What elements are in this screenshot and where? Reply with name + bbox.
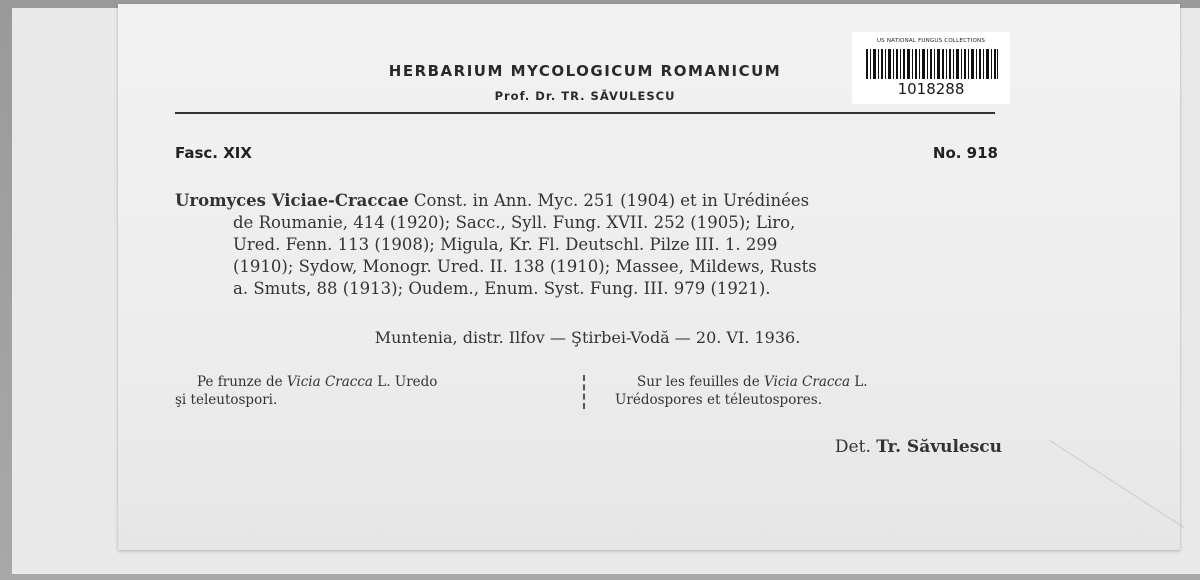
citation-line-2: de Roumanie, 414 (1920); Sacc., Syll. Fung. XVII. 252 (1905); Liro, — [233, 213, 796, 232]
barcode-number: 1018288 — [897, 80, 965, 98]
determiner-prefix: Det. — [834, 437, 877, 457]
barcode-caption: US NATIONAL FUNGUS COLLECTIONS — [876, 38, 986, 44]
barcode-label — [852, 32, 1010, 104]
host-romanian-species: Vicia Cracca — [286, 374, 373, 390]
host-romanian-line-1 — [175, 373, 565, 391]
host-romanian-suffix: L. Uredo — [372, 374, 438, 390]
citation-line-4: (1910); Sydow, Monogr. Ured. II. 138 (1910); Massee, Mildews, Rusts — [233, 257, 817, 276]
citation-line-5: a. Smuts, 88 (1913); Oudem., Enum. Syst. Fung. III. 979 (1921). — [233, 279, 771, 298]
citation-line-3: Ured. Fenn. 113 (1908); Migula, Kr. Fl. Deutschl. Pilze III. 1. 299 — [233, 235, 778, 254]
determiner — [760, 437, 1002, 457]
host-french-prefix: Sur les feuilles de — [637, 374, 764, 390]
citation-reference-1: Const. in Ann. Myc. 251 (1904) et in Urédinées — [408, 191, 810, 210]
host-romanian-prefix: Pe frunze de — [197, 374, 287, 390]
language-divider — [583, 375, 585, 409]
host-french-species: Vicia Cracca — [763, 374, 851, 390]
collection-locality: Muntenia, distr. Ilfov — Ştirbei-Vodă — 20. VI. 1936. — [374, 328, 801, 347]
species-name: Uromyces Viciae-Craccae — [175, 191, 409, 210]
host-french-line-1 — [615, 373, 1005, 391]
header-rule — [175, 112, 995, 114]
host-romanian — [175, 373, 565, 409]
host-romanian-line-2: şi teleutospori. — [175, 392, 278, 408]
determiner-name: Tr. Săvulescu — [876, 437, 1002, 457]
specimen-number: No. 918 — [932, 144, 998, 162]
host-french-suffix: L. — [850, 374, 868, 390]
fascicle-label: Fasc. XIX — [175, 144, 252, 162]
host-french — [615, 373, 1005, 409]
citation-line-1 — [175, 190, 1000, 212]
host-french-line-2: Urédospores et téleutospores. — [615, 392, 822, 408]
barcode-icon — [866, 49, 998, 79]
herbarium-title: HERBARIUM MYCOLOGICUM ROMANICUM — [388, 62, 782, 80]
herbarium-curator: Prof. Dr. TR. SĂVULESCU — [494, 89, 676, 103]
species-citation — [175, 190, 1000, 300]
